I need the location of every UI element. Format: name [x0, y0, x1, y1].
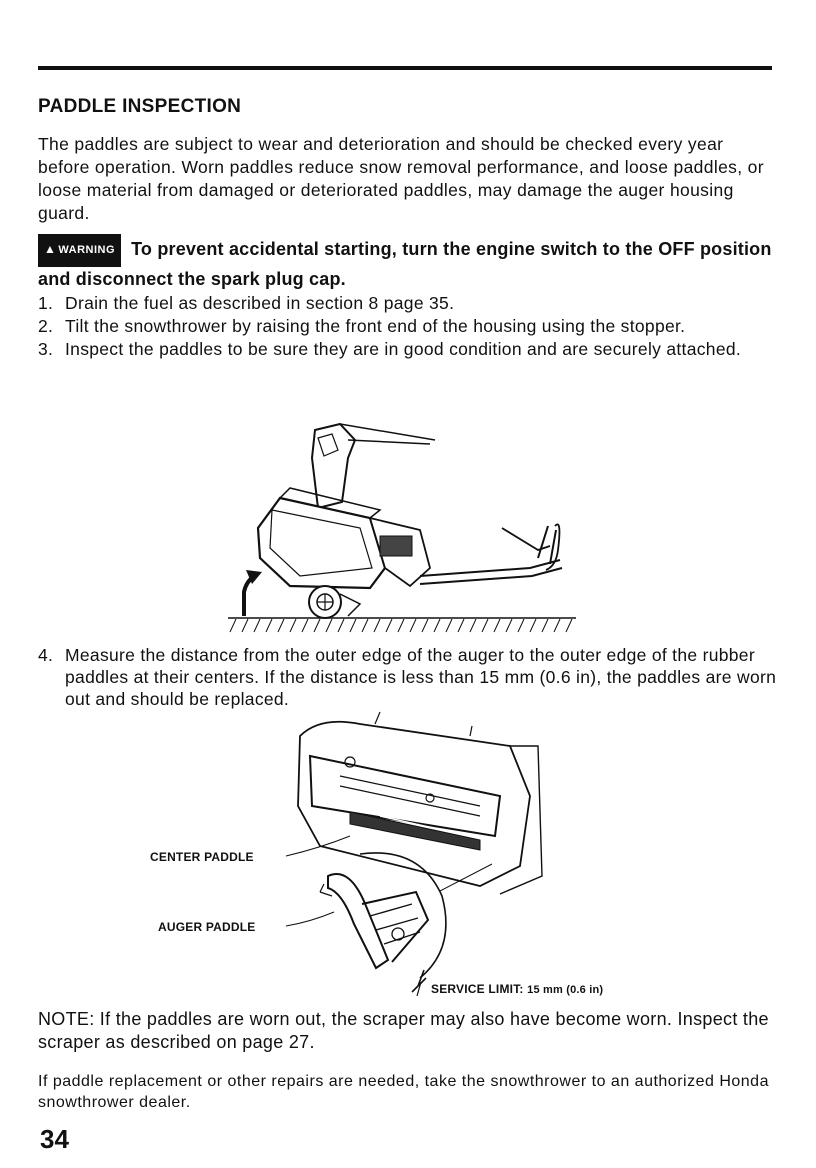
top-rule [38, 66, 772, 70]
list-item [38, 315, 778, 337]
step-number: 2. [38, 316, 54, 336]
center-paddle-label: CENTER PADDLE [150, 850, 254, 864]
warning-triangle-icon: ▲ [44, 242, 57, 256]
warning-text: To prevent accidental starting, turn the engine switch to the OFF position and disconnect the spark plug cap. [38, 239, 772, 289]
tilted-snowthrower-illustration [220, 418, 590, 640]
warning-badge [38, 234, 121, 267]
service-limit-value: 15 mm (0.6 in) [527, 984, 604, 996]
list-item [38, 338, 778, 360]
warning-badge-label: WARNING [58, 244, 116, 256]
step-text: Tilt the snowthrower by raising the front end of the housing using the stopper. [65, 316, 686, 336]
service-limit-title: SERVICE LIMIT: [431, 982, 524, 996]
intro-paragraph: The paddles are subject to wear and deterioration and should be checked every year before operation. Worn paddles reduce snow removal performance, and loose paddles, or loose material from damaged or deteriorated paddles, may damage the auger housing guard. [38, 134, 764, 223]
step-number: 1. [38, 293, 54, 313]
warning-block [38, 234, 776, 292]
service-limit-label [431, 982, 603, 996]
note-paragraph: NOTE: If the paddles are worn out, the scraper may also have become worn. Inspect the scraper as described on page 27. [38, 1009, 769, 1052]
list-item [38, 292, 778, 314]
auger-paddle-illustration [280, 716, 550, 1000]
section-heading: PADDLE INSPECTION [38, 96, 242, 117]
dealer-paragraph: If paddle replacement or other repairs are needed, take the snowthrower to an authorized Honda snowthrower dealer. [38, 1073, 769, 1111]
step-text: Measure the distance from the outer edge of the auger to the outer edge of the rubber paddles at their centers. If the distance is less than 15 mm (0.6 in), the paddles are worn out and should be replaced. [65, 645, 777, 709]
step-number: 4. [38, 645, 54, 665]
steps-list [38, 292, 778, 361]
step-text: Inspect the paddles to be sure they are in good condition and are securely attached. [65, 339, 742, 359]
auger-paddle-label: AUGER PADDLE [158, 920, 256, 934]
step-number: 3. [38, 339, 54, 359]
page-number: 34 [40, 1124, 69, 1154]
step-4 [38, 644, 778, 710]
step-text: Drain the fuel as described in section 8 page 35. [65, 293, 455, 313]
